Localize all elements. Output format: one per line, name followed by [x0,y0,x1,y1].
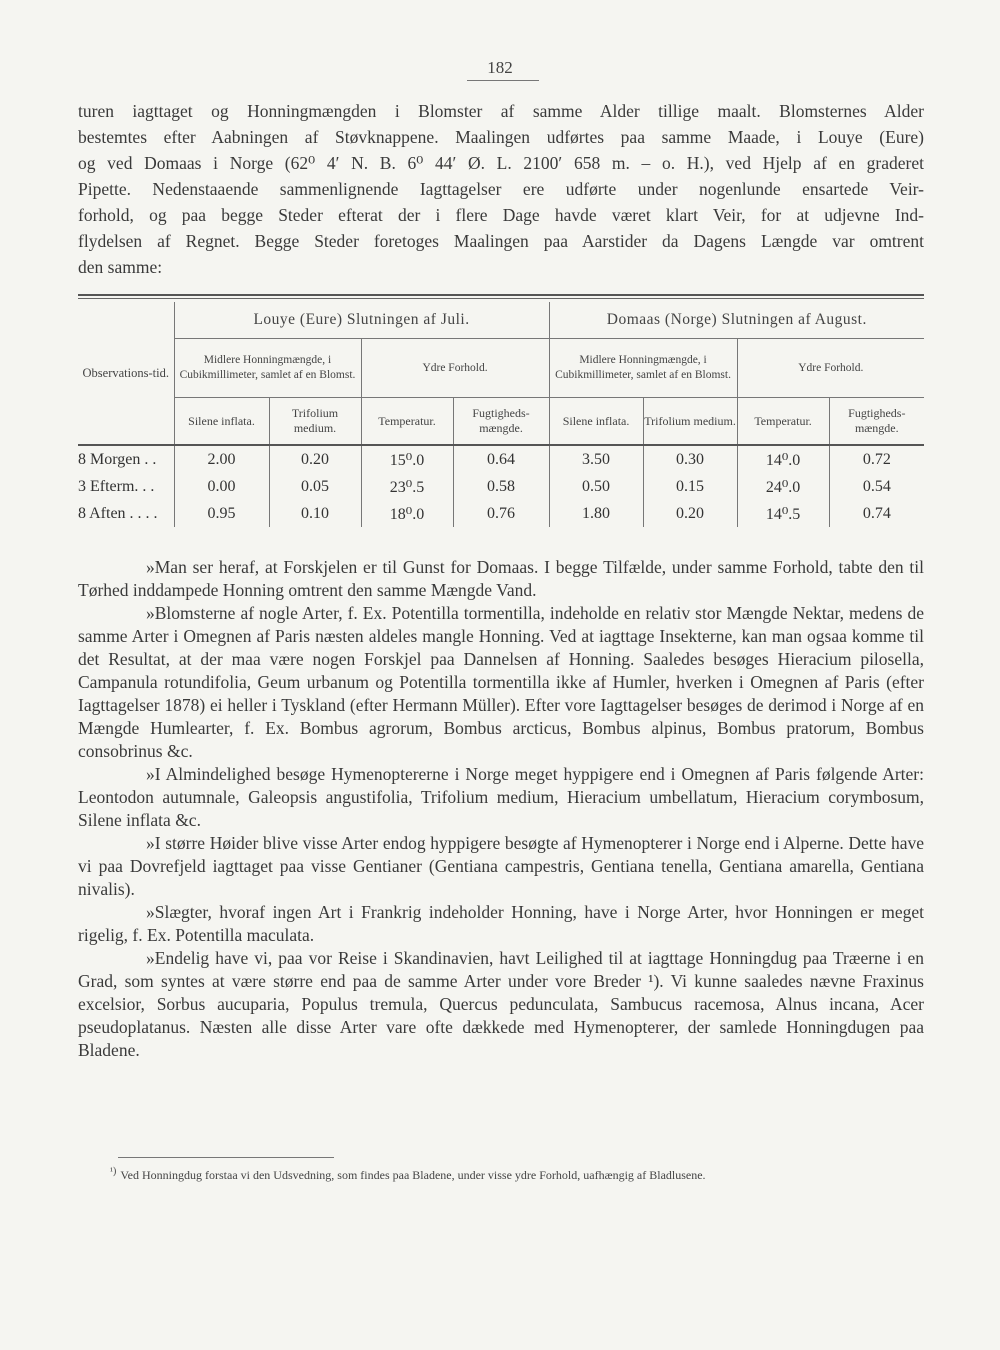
intro-line: og ved Domaas i Norge (62⁰ 4′ N. B. 6⁰ 44′ Ø. L. 2100′ 658 m. – o. H.), ved Hjelp af en graderet [78,153,924,173]
external-conditions-header: Ydre Forhold. [361,339,549,398]
col-silene: Silene inflata. [549,398,643,446]
table-row [78,445,924,473]
cell-value: 24⁰.0 [737,473,829,500]
col-temperature: Temperatur. [361,398,453,446]
footnote-rule [118,1157,334,1158]
page-number: 182 [487,58,513,77]
cell-value: 0.72 [829,445,924,473]
station-domaas-header: Domaas (Norge) Slutningen af August. [549,302,924,339]
cell-value: 0.10 [269,500,361,527]
station-louye-header: Louye (Eure) Slutningen af Juli. [174,302,549,339]
footnote-text: Ved Honningdug forstaa vi den Udsvedning, som findes paa Bladene, under visse ydre Forhold, uafhængig af Bladlusene. [120,1168,706,1182]
cell-value: 0.20 [643,500,737,527]
footnote-mark: ¹) [110,1166,117,1177]
col-trifolium: Trifolium medium. [643,398,737,446]
paragraph: »Man ser heraf, at Forskjelen er til Gunst for Domaas. I begge Tilfælde, under samme Forhold, tabte den til Tørhed inddampede Honning omtrent den samme Mængde Vand. [78,557,924,600]
table-row [78,500,924,527]
intro-line: forhold, og paa begge Steder efterat der i flere Dage havde været klart Veir, for at udjevne Ind- [78,205,924,225]
cell-value: 14⁰.5 [737,500,829,527]
cell-value: 0.50 [549,473,643,500]
cell-value: 1.80 [549,500,643,527]
cell-value: 18⁰.0 [361,500,453,527]
intro-line: Pipette. Nedenstaaende sammenlignende Iagttagelser ere udførte under nogenlunde ensartede Veir- [78,179,924,199]
paragraph: »Endelig have vi, paa vor Reise i Skandinavien, havt Leilighed til at iagttage Honningdug paa Træerne i en Grad, som syntes at være større end paa de samme Arter under vore Breder ¹). Vi kunne saaledes nævne Fraxinus excelsior, Sorbus aucuparia, Populus tremula, Quercus pedunculata, Sambucus racemosa, Alnus incana, Acer pseudoplatanus. Næsten alle disse Arter vare ofte dækkede med Hymenopterer, der samlede Honningdugen paa Bladene. [78,948,924,1060]
data-table [78,302,924,527]
paragraph: »Slægter, hvoraf ingen Art i Frankrig indeholder Honning, have i Norge Arter, hvor Honningen er meget rigelig, f. Ex. Potentilla maculata. [78,902,924,945]
cell-value: 0.95 [174,500,269,527]
cell-value: 0.74 [829,500,924,527]
cell-value: 0.20 [269,445,361,473]
honey-amount-header: Midlere Honningmængde, i Cubikmillimeter, samlet af en Blomst. [174,339,361,398]
col-trifolium: Trifolium medium. [269,398,361,446]
cell-value: 0.54 [829,473,924,500]
intro-paragraph [78,98,924,280]
observation-time-header: Observations-tid. [78,302,174,445]
table-row [78,473,924,500]
table-top-rule-thin [78,298,924,299]
row-time: 8 Aften . . . . [78,504,158,522]
cell-value: 23⁰.5 [361,473,453,500]
cell-value: 0.30 [643,445,737,473]
cell-value: 15⁰.0 [361,445,453,473]
intro-line: bestemtes efter Aabningen af Støvknappene. Maalingen udførtes paa samme Maade, i Louye (Eure) [78,127,924,147]
cell-value: 3.50 [549,445,643,473]
body-text [78,556,924,1062]
table-top-rule [78,294,924,296]
intro-line: flydelsen af Regnet. Begge Steder foretoges Maalingen paa Aarstider da Dagens Længde var omtrent [78,231,924,251]
paragraph: »I større Høider blive visse Arter endog hyppigere besøgte af Hymenopterer i Norge end i Alperne. Dette have vi paa Dovrefjeld iagttaget paa visse Gentianer (Gentiana campestris, Gentiana tenella, Gentiana amarella, Gentiana nivalis). [78,833,924,899]
cell-value: 0.64 [453,445,549,473]
cell-value: 0.00 [174,473,269,500]
col-silene: Silene inflata. [174,398,269,446]
col-temperature: Temperatur. [737,398,829,446]
cell-value: 0.58 [453,473,549,500]
row-time: 8 Morgen . . [78,450,157,468]
col-humidity: Fugtigheds-mængde. [453,398,549,446]
intro-line: den samme: [78,257,163,277]
cell-value: 0.15 [643,473,737,500]
paragraph: »Blomsterne af nogle Arter, f. Ex. Potentilla tormentilla, indeholde en relativ stor Mængde Nektar, medens de samme Arter i Omegnen af Paris næsten aldeles mangle Honning. Ved at iagttage Insekterne, kan man ogsaa komme til det Resultat, at der maa være nogen Forskjel paa Dannelsen af Honning. Saaledes besøges Hieracium pilosella, Campanula rotundifolia, Geum urbanum og Potentilla tormentilla ikke af Humler, hverken i Omegnen af Paris (efter Iagttagelser 1878) ei heller i Tyskland (efter Hermann Müller). Efter vore Iagttagelser besøges de derimod i Norge af en Mængde Humlearter, f. Ex. Bombus agrorum, Bombus arcticus, Bombus alpinus, Bombus pratorum, Bombus consobrinus &c. [78,603,924,761]
paragraph: »I Almindelighed besøge Hymenoptererne i Norge meget hyppigere end i Omegnen af Paris følgende Arter: Leontodon autumnale, Galeopsis angustifolia, Trifolium medium, Hieracium umbellatum, Hieracium corymbosum, Silene inflata &c. [78,764,924,830]
intro-line: turen iagttaget og Honningmængden i Blomster af samme Alder tillige maalt. Blomsternes Alder [78,101,924,121]
cell-value: 2.00 [174,445,269,473]
cell-value: 0.76 [453,500,549,527]
footnote [110,1162,925,1185]
cell-value: 0.05 [269,473,361,500]
col-humidity: Fugtigheds-mængde. [829,398,924,446]
honey-amount-header: Midlere Honningmængde, i Cubikmillimeter, samlet af en Blomst. [549,339,737,398]
row-time: 3 Efterm. . . [78,477,155,495]
page-number-rule [467,80,539,81]
cell-value: 14⁰.0 [737,445,829,473]
external-conditions-header: Ydre Forhold. [737,339,924,398]
